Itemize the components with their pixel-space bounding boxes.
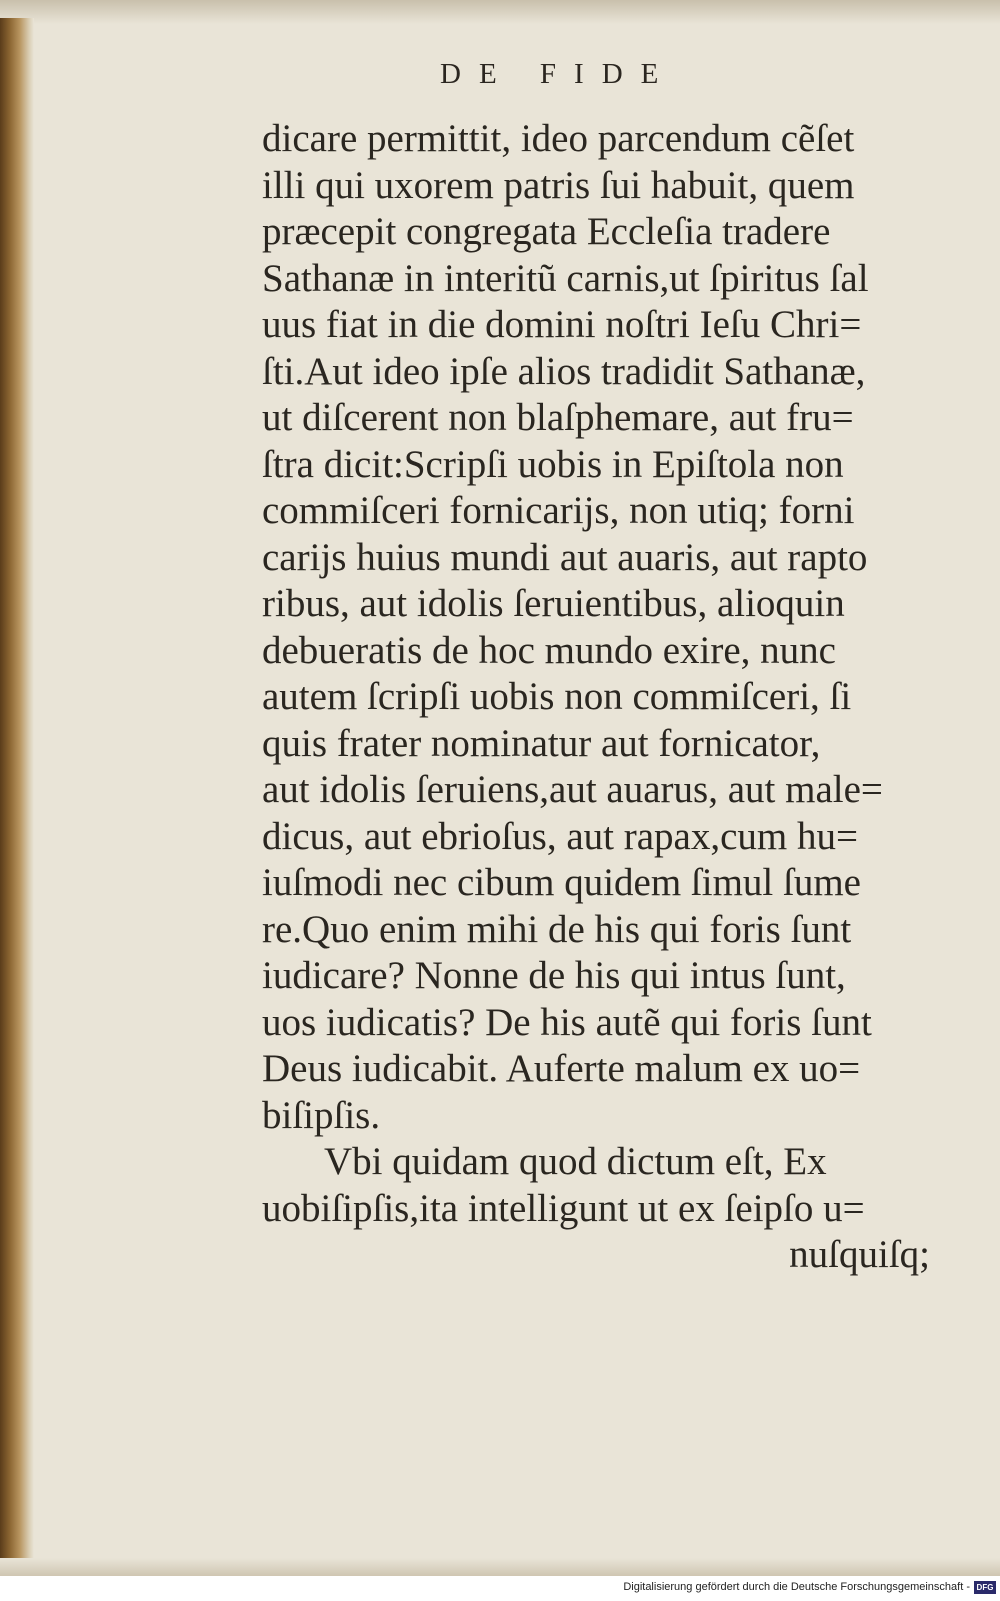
digitization-footer: [0, 1576, 1000, 1601]
text-line: Deus iudicabit. Auferte malum ex uo=: [262, 1047, 861, 1090]
page-bottom-shadow: [0, 1558, 1000, 1576]
text-line: iudicare? Nonne de his qui intus ſunt,: [262, 954, 846, 997]
text-line: ribus, aut idolis ſeruientibus, alioquin: [262, 582, 845, 625]
running-head: DE FIDE: [440, 58, 677, 90]
text-line: commiſceri fornicarijs, non utiq; forni: [262, 489, 855, 532]
text-line: iuſmodi nec cibum quidem ſimul ſume: [262, 861, 861, 904]
text-line: uus fiat in die domini noſtri Ieſu Chri=: [262, 303, 862, 346]
text-line: Sathanæ in interitũ carnis,ut ſpiritus ſal: [262, 256, 869, 300]
text-line: ſti.Aut ideo ipſe alios tradidit Sathanæ,: [262, 349, 866, 393]
body-text: [262, 116, 950, 1279]
dfg-logo-icon: DFG: [974, 1581, 996, 1594]
page-top-shadow: [0, 0, 1000, 24]
text-line: debueratis de hoc mundo exire, nunc: [262, 628, 836, 672]
catchword: nuſquiſq;: [789, 1233, 930, 1276]
funding-credit: Digitalisierung gefördert durch die Deutsche Forschungsgemeinschaft -: [623, 1581, 970, 1593]
text-line: aut idolis ſeruiens,aut auarus, aut male=: [262, 768, 883, 811]
text-line: ut diſcerent non blaſphemare, aut fru=: [262, 396, 854, 439]
text-line: autem ſcripſi uobis non commiſceri, ſi: [262, 675, 852, 718]
text-line: ſtra dicit:Scripſi uobis in Epiſtola non: [262, 442, 844, 486]
text-line: dicus, aut ebrioſus, aut rapax,cum hu=: [262, 814, 859, 858]
text-line: carijs huius mundi aut auaris, aut rapto: [262, 535, 868, 579]
text-line: re.Quo enim mihi de his qui foris ſunt: [262, 907, 852, 951]
text-line: præcepit congregata Eccleſia tradere: [262, 210, 831, 253]
text-line: dicare permittit, ideo parcendum cẽſet: [262, 117, 855, 160]
text-line: quis frater nominatur aut fornicator,: [262, 721, 821, 765]
text-line: uobiſipſis,ita intelligunt ut ex ſeipſo u=: [262, 1186, 865, 1230]
text-line: uos iudicatis? De his autẽ qui foris ſunt: [262, 1000, 872, 1044]
text-line: biſipſis.: [262, 1093, 381, 1137]
text-line: illi qui uxorem patris ſui habuit, quem: [262, 163, 855, 207]
paragraph-start-line: Vbi quidam quod dictum eſt, Ex: [324, 1140, 827, 1183]
binding-edge: [0, 18, 34, 1576]
